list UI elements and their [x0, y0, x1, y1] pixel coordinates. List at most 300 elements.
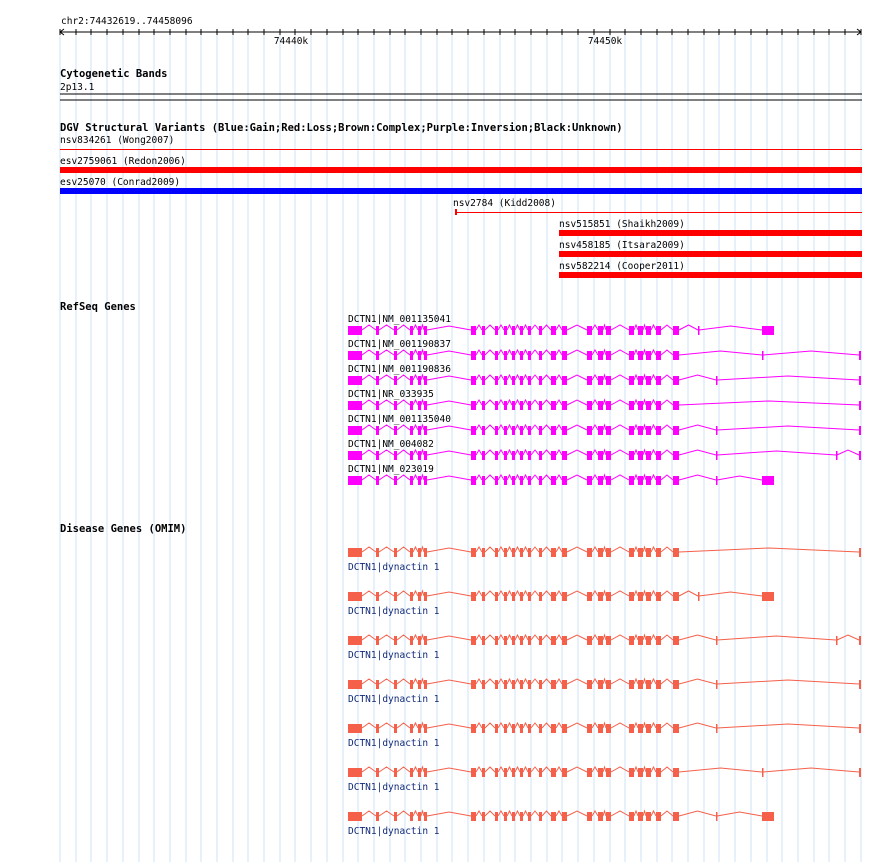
exon-block — [598, 426, 603, 435]
exon-block — [646, 548, 651, 557]
exon-block — [512, 724, 515, 733]
exon-block — [528, 636, 531, 645]
exon-block — [629, 636, 634, 645]
exon-block — [410, 636, 413, 645]
exon-block — [512, 592, 515, 601]
exon-block — [482, 592, 485, 601]
exon-block — [495, 351, 498, 360]
exon-block — [394, 476, 397, 485]
exon-block — [348, 680, 362, 689]
exon-block — [376, 351, 379, 360]
exon-block — [520, 476, 523, 485]
exon-block — [646, 812, 651, 821]
exon-block — [716, 636, 718, 645]
exon-block — [520, 326, 523, 335]
exon-block — [629, 812, 634, 821]
exon-block — [410, 476, 413, 485]
exon-block — [656, 592, 661, 601]
exon-block — [638, 351, 643, 360]
exon-block — [376, 812, 379, 821]
exon-block — [673, 548, 679, 557]
exon-block — [394, 426, 397, 435]
exon-block — [673, 476, 679, 485]
exon-block — [520, 376, 523, 385]
exon-block — [762, 351, 764, 360]
exon-block — [504, 680, 507, 689]
exon-block — [638, 548, 643, 557]
exon-block — [495, 636, 498, 645]
exon-block — [410, 376, 413, 385]
omim-gene[interactable] — [348, 811, 774, 821]
exon-block — [539, 426, 542, 435]
exon-block — [629, 451, 634, 460]
exon-block — [528, 401, 531, 410]
exon-block — [418, 476, 421, 485]
exon-block — [539, 451, 542, 460]
exon-block — [638, 592, 643, 601]
exon-block — [504, 326, 507, 335]
exon-block — [520, 401, 523, 410]
dgv-track-title: DGV Structural Variants (Blue:Gain;Red:Loss;Brown:Complex;Purple:Inversion;Black:Unknown) — [60, 122, 623, 134]
exon-block — [539, 376, 542, 385]
exon-block — [495, 680, 498, 689]
exon-block — [410, 548, 413, 557]
exon-block — [482, 376, 485, 385]
refseq-transcript[interactable] — [348, 375, 861, 385]
exon-block — [646, 351, 651, 360]
exon-block — [504, 636, 507, 645]
exon-block — [348, 768, 362, 777]
exon-block — [512, 326, 515, 335]
omim-gene[interactable] — [348, 723, 861, 733]
exon-block — [859, 426, 861, 435]
exon-block — [562, 680, 567, 689]
exon-block — [394, 812, 397, 821]
exon-block — [673, 724, 679, 733]
ruler-tick-label: 74440k — [273, 36, 309, 47]
exon-block — [418, 768, 421, 777]
exon-block — [418, 812, 421, 821]
exon-block — [562, 812, 567, 821]
exon-block — [656, 476, 661, 485]
exon-block — [376, 680, 379, 689]
exon-block — [646, 426, 651, 435]
exon-block — [528, 812, 531, 821]
exon-block — [629, 426, 634, 435]
exon-block — [716, 680, 718, 689]
exon-block — [606, 812, 611, 821]
exon-block — [598, 351, 603, 360]
exon-block — [471, 724, 476, 733]
exon-block — [562, 426, 567, 435]
exon-block — [520, 451, 523, 460]
exon-block — [551, 426, 556, 435]
exon-block — [504, 724, 507, 733]
exon-block — [539, 724, 542, 733]
exon-block — [539, 326, 542, 335]
omim-gene-label[interactable]: DCTN1|dynactin 1 — [348, 826, 440, 837]
omim-gene-label[interactable]: DCTN1|dynactin 1 — [348, 606, 440, 617]
exon-block — [539, 548, 542, 557]
exon-block — [348, 376, 362, 385]
omim-gene[interactable] — [348, 635, 861, 645]
exon-block — [539, 812, 542, 821]
exon-block — [629, 476, 634, 485]
exon-block — [520, 680, 523, 689]
exon-block — [528, 351, 531, 360]
exon-block — [598, 636, 603, 645]
exon-block — [528, 326, 531, 335]
exon-block — [638, 724, 643, 733]
exon-block — [551, 451, 556, 460]
omim-gene-label[interactable]: DCTN1|dynactin 1 — [348, 738, 440, 749]
exon-block — [348, 401, 362, 410]
exon-block — [638, 426, 643, 435]
exon-block — [348, 351, 362, 360]
exon-block — [424, 451, 427, 460]
exon-block — [471, 548, 476, 557]
refseq-transcript[interactable] — [348, 325, 774, 335]
exon-block — [698, 592, 700, 601]
exon-block — [512, 768, 515, 777]
exon-block — [424, 548, 427, 557]
exon-block — [418, 401, 421, 410]
exon-block — [762, 812, 774, 821]
exon-block — [394, 376, 397, 385]
exon-block — [587, 326, 592, 335]
exon-block — [424, 636, 427, 645]
exon-block — [716, 426, 718, 435]
refseq-transcript[interactable] — [348, 425, 861, 435]
exon-block — [598, 768, 603, 777]
exon-block — [629, 351, 634, 360]
exon-block — [495, 401, 498, 410]
exon-block — [606, 476, 611, 485]
exon-block — [520, 592, 523, 601]
dgv-variant-cap — [455, 209, 457, 215]
exon-block — [471, 326, 476, 335]
exon-block — [606, 401, 611, 410]
exon-block — [376, 636, 379, 645]
refseq-track[interactable] — [60, 301, 861, 485]
exon-block — [348, 476, 362, 485]
exon-block — [587, 636, 592, 645]
dgv-variant-bar[interactable] — [455, 212, 862, 213]
exon-block — [520, 426, 523, 435]
exon-block — [859, 376, 861, 385]
cytoband-band-label: 2p13.1 — [60, 82, 95, 93]
exon-block — [495, 724, 498, 733]
exon-block — [646, 724, 651, 733]
exon-block — [656, 680, 661, 689]
exon-block — [859, 351, 861, 360]
exon-block — [656, 724, 661, 733]
exon-block — [539, 401, 542, 410]
exon-block — [656, 451, 661, 460]
exon-block — [638, 636, 643, 645]
exon-block — [646, 451, 651, 460]
exon-block — [410, 451, 413, 460]
exon-block — [418, 351, 421, 360]
exon-block — [471, 401, 476, 410]
cytoband-track-title: Cytogenetic Bands — [60, 68, 168, 80]
exon-block — [629, 680, 634, 689]
refseq-features — [348, 314, 861, 485]
exon-block — [424, 724, 427, 733]
ruler[interactable] — [60, 16, 861, 47]
exon-block — [410, 326, 413, 335]
exon-block — [629, 768, 634, 777]
exon-block — [859, 768, 861, 777]
exon-block — [495, 326, 498, 335]
exon-block — [629, 548, 634, 557]
exon-block — [504, 812, 507, 821]
refseq-transcript[interactable] — [348, 450, 861, 460]
exon-block — [348, 326, 362, 335]
exon-block — [673, 326, 679, 335]
dgv-variant-bar[interactable] — [559, 230, 862, 236]
dgv-variant-bar[interactable] — [60, 149, 862, 150]
exon-block — [638, 451, 643, 460]
exon-block — [598, 680, 603, 689]
exon-block — [587, 451, 592, 460]
ruler-region-label: chr2:74432619..74458096 — [61, 16, 193, 27]
dgv-variant-bar[interactable] — [60, 188, 862, 194]
exon-block — [859, 724, 861, 733]
exon-block — [528, 376, 531, 385]
exon-block — [656, 636, 661, 645]
exon-block — [482, 812, 485, 821]
refseq-transcript-label: DCTN1|NM_001190836 — [348, 364, 451, 375]
omim-gene[interactable] — [348, 591, 774, 601]
exon-block — [418, 724, 421, 733]
exon-block — [646, 401, 651, 410]
exon-block — [418, 451, 421, 460]
exon-block — [716, 451, 718, 460]
exon-block — [606, 326, 611, 335]
exon-block — [512, 351, 515, 360]
omim-track[interactable] — [60, 523, 861, 837]
exon-block — [673, 636, 679, 645]
exon-block — [376, 724, 379, 733]
exon-block — [673, 592, 679, 601]
exon-block — [656, 351, 661, 360]
exon-block — [482, 451, 485, 460]
omim-gene-label[interactable]: DCTN1|dynactin 1 — [348, 782, 440, 793]
exon-block — [551, 812, 556, 821]
ruler-tick-label: 74450k — [587, 36, 623, 47]
exon-block — [482, 476, 485, 485]
exon-block — [551, 768, 556, 777]
exon-block — [587, 351, 592, 360]
exon-block — [629, 326, 634, 335]
exon-block — [598, 724, 603, 733]
exon-block — [504, 548, 507, 557]
exon-block — [424, 351, 427, 360]
exon-block — [394, 636, 397, 645]
exon-block — [495, 548, 498, 557]
exon-block — [551, 476, 556, 485]
exon-block — [629, 376, 634, 385]
exon-block — [376, 401, 379, 410]
exon-block — [598, 326, 603, 335]
exon-block — [376, 768, 379, 777]
exon-block — [418, 376, 421, 385]
exon-block — [587, 401, 592, 410]
omim-gene[interactable] — [348, 679, 861, 689]
exon-block — [504, 351, 507, 360]
exon-block — [504, 476, 507, 485]
exon-block — [716, 724, 718, 733]
exon-block — [606, 351, 611, 360]
exon-block — [394, 680, 397, 689]
exon-block — [598, 592, 603, 601]
exon-block — [504, 426, 507, 435]
exon-block — [646, 636, 651, 645]
exon-block — [638, 401, 643, 410]
exon-block — [512, 376, 515, 385]
exon-block — [394, 724, 397, 733]
exon-block — [638, 680, 643, 689]
refseq-transcript-label: DCTN1|NM_001135040 — [348, 414, 451, 425]
omim-gene[interactable] — [348, 547, 861, 557]
dgv-variant-label: nsv834261 (Wong2007) — [60, 135, 175, 146]
exon-block — [562, 636, 567, 645]
exon-block — [629, 401, 634, 410]
exon-block — [859, 636, 861, 645]
exon-block — [673, 812, 679, 821]
dgv-variant-label: nsv515851 (Shaikh2009) — [559, 219, 685, 230]
exon-block — [424, 401, 427, 410]
exon-block — [424, 592, 427, 601]
omim-gene-label[interactable]: DCTN1|dynactin 1 — [348, 562, 440, 573]
exon-block — [587, 724, 592, 733]
refseq-track-title: RefSeq Genes — [60, 301, 136, 313]
exon-block — [394, 548, 397, 557]
exon-block — [394, 351, 397, 360]
omim-gene-label[interactable]: DCTN1|dynactin 1 — [348, 650, 440, 661]
omim-gene[interactable] — [348, 767, 861, 777]
exon-block — [656, 812, 661, 821]
refseq-transcript[interactable] — [348, 475, 774, 485]
exon-block — [762, 476, 774, 485]
exon-block — [836, 636, 838, 645]
exon-block — [376, 548, 379, 557]
exon-block — [482, 680, 485, 689]
exon-block — [551, 351, 556, 360]
exon-block — [410, 680, 413, 689]
cytoband-track[interactable] — [60, 68, 862, 100]
exon-block — [410, 724, 413, 733]
exon-block — [656, 401, 661, 410]
exon-block — [482, 548, 485, 557]
exon-block — [606, 376, 611, 385]
exon-block — [471, 376, 476, 385]
exon-block — [528, 592, 531, 601]
dgv-track[interactable] — [60, 122, 862, 278]
exon-block — [528, 680, 531, 689]
dgv-variant-bar[interactable] — [559, 272, 862, 278]
exon-block — [587, 426, 592, 435]
exon-block — [528, 426, 531, 435]
exon-block — [471, 812, 476, 821]
dgv-variant-bar[interactable] — [60, 167, 862, 173]
exon-block — [629, 724, 634, 733]
omim-features — [348, 547, 861, 837]
dgv-variant-label: esv25070 (Conrad2009) — [60, 177, 181, 188]
exon-block — [551, 636, 556, 645]
exon-block — [606, 592, 611, 601]
exon-block — [418, 592, 421, 601]
exon-block — [376, 376, 379, 385]
omim-gene-label[interactable]: DCTN1|dynactin 1 — [348, 694, 440, 705]
exon-block — [410, 768, 413, 777]
exon-block — [418, 426, 421, 435]
exon-block — [562, 326, 567, 335]
exon-block — [598, 376, 603, 385]
exon-block — [520, 724, 523, 733]
dgv-variant-bar[interactable] — [559, 251, 862, 257]
exon-block — [606, 548, 611, 557]
exon-block — [716, 376, 718, 385]
exon-block — [495, 451, 498, 460]
exon-block — [716, 812, 718, 821]
exon-block — [348, 636, 362, 645]
exon-block — [410, 812, 413, 821]
exon-block — [512, 476, 515, 485]
exon-block — [551, 548, 556, 557]
exon-block — [587, 548, 592, 557]
exon-block — [551, 680, 556, 689]
exon-block — [528, 476, 531, 485]
exon-block — [562, 592, 567, 601]
exon-block — [348, 724, 362, 733]
exon-block — [562, 401, 567, 410]
exon-block — [562, 451, 567, 460]
exon-block — [587, 812, 592, 821]
exon-block — [482, 326, 485, 335]
exon-block — [606, 451, 611, 460]
exon-block — [471, 768, 476, 777]
exon-block — [562, 768, 567, 777]
exon-block — [562, 476, 567, 485]
exon-block — [512, 401, 515, 410]
exon-block — [471, 592, 476, 601]
exon-block — [551, 724, 556, 733]
exon-block — [520, 768, 523, 777]
exon-block — [495, 376, 498, 385]
exon-block — [598, 401, 603, 410]
omim-track-title: Disease Genes (OMIM) — [60, 523, 187, 535]
exon-block — [528, 548, 531, 557]
exon-block — [638, 326, 643, 335]
exon-block — [482, 426, 485, 435]
exon-block — [495, 768, 498, 777]
dgv-features — [60, 135, 862, 278]
exon-block — [418, 680, 421, 689]
refseq-transcript[interactable] — [348, 400, 861, 410]
exon-block — [673, 351, 679, 360]
exon-block — [495, 812, 498, 821]
refseq-transcript[interactable] — [348, 350, 861, 360]
exon-block — [562, 376, 567, 385]
exon-block — [482, 768, 485, 777]
exon-block — [646, 592, 651, 601]
exon-block — [471, 680, 476, 689]
exon-block — [716, 476, 718, 485]
exon-block — [598, 476, 603, 485]
exon-block — [606, 680, 611, 689]
